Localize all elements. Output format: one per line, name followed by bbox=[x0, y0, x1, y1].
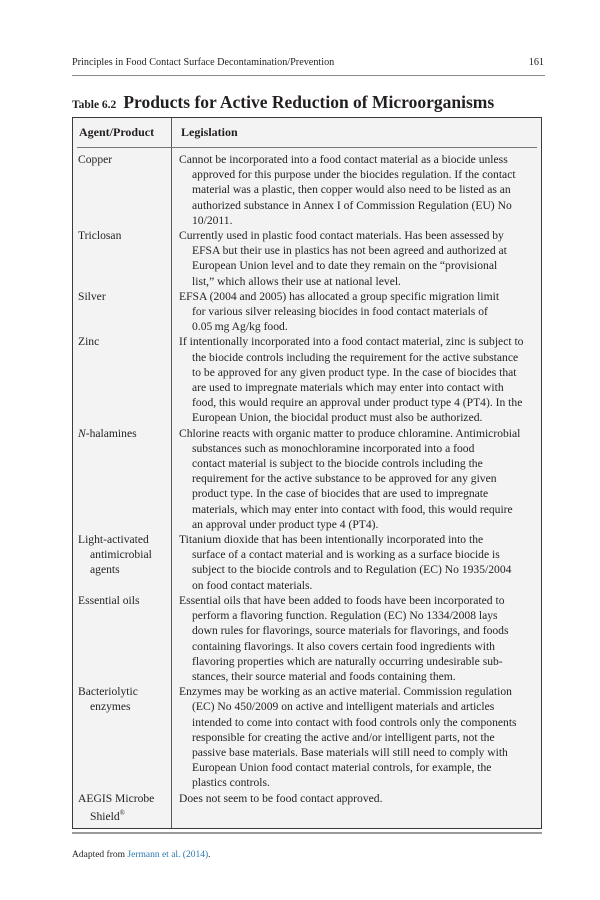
legislation-line: European Union, the biocidal product must also be authorized. bbox=[192, 411, 483, 425]
agent-cell bbox=[73, 152, 171, 228]
running-head bbox=[72, 57, 544, 68]
legislation-line: European Union food contact material controls, for example, the bbox=[192, 761, 492, 775]
legislation-line: containing flavorings. It also covers certain food ingredients with bbox=[192, 639, 495, 653]
legislation-line: Enzymes may be working as an active material. Commission regulation bbox=[179, 685, 512, 699]
table-title: Products for Active Reduction of Microorganisms bbox=[123, 92, 495, 112]
agent-name-text: Zinc bbox=[78, 335, 100, 349]
agent-name: -halamines bbox=[85, 426, 137, 440]
agent-name-text: Copper bbox=[78, 153, 113, 166]
legislation-line: (EC) No 450/2009 on active and intelligent materials and articles bbox=[192, 700, 495, 714]
legislation-line: down rules for flavorings, source materials for flavorings, and foods bbox=[192, 624, 509, 638]
legislation-line: are used to impregnate materials which may enter into contact with bbox=[192, 381, 504, 395]
legislation-line: Currently used in plastic food contact materials. Has been assessed by bbox=[179, 229, 504, 243]
legislation-cell bbox=[171, 593, 539, 684]
legislation-cell bbox=[171, 334, 539, 425]
table-row bbox=[73, 684, 541, 790]
header-rule bbox=[72, 75, 545, 76]
legislation-line: Titanium dioxide that has been intentionally incorporated into the bbox=[179, 533, 484, 547]
agent-italic-prefix: N bbox=[78, 426, 86, 440]
table-row bbox=[73, 152, 541, 228]
legislation-line: for various silver releasing biocides in food contact materials of bbox=[192, 305, 488, 319]
header-rule bbox=[77, 147, 537, 148]
legislation-line: approved for this purpose under the biocides regulation. If the contact bbox=[192, 168, 516, 182]
legislation-line: European Union level and to date they remain on the “provisional bbox=[192, 259, 498, 273]
table-label: Table 6.2 bbox=[72, 99, 117, 111]
table-caption bbox=[72, 92, 494, 113]
legislation-cell bbox=[171, 426, 539, 532]
legislation-line: responsible for creating the active and/or intelligent parts, not the bbox=[192, 730, 495, 744]
legislation-line: materials, which may enter into contact with food, this would require bbox=[192, 502, 513, 516]
legislation-line: Does not seem to be food contact approved. bbox=[179, 791, 383, 805]
legislation-line: EFSA but their use in plastics has not been agreed and authorized at bbox=[192, 244, 507, 258]
agent-name bbox=[78, 806, 171, 824]
legislation-line: substances such as monochloramine incorporated into a food bbox=[192, 441, 475, 455]
legislation-line: If intentionally incorporated into a food contact material, zinc is subject to bbox=[179, 335, 524, 349]
column-header-agent: Agent/Product bbox=[79, 125, 155, 139]
source-note bbox=[72, 850, 211, 860]
agent-name-text: agents bbox=[90, 563, 120, 577]
table-row bbox=[73, 334, 541, 425]
legislation-line: passive base materials. Base materials will still need to comply with bbox=[192, 745, 508, 759]
table-row bbox=[73, 426, 541, 532]
agent-cell bbox=[73, 532, 171, 593]
agent-name-text: enzymes bbox=[90, 700, 131, 714]
legislation-line: material was a plastic, then copper would also need to be listed as an bbox=[192, 183, 511, 197]
table-row bbox=[73, 791, 541, 824]
agent-name-text: Essential oils bbox=[78, 593, 140, 607]
legislation-line: food, this would require an approval under product type 4 (PT4). In the bbox=[192, 396, 523, 410]
agent-name bbox=[78, 547, 171, 562]
legislation-line: an approval under product type 4 (PT4). bbox=[192, 517, 379, 531]
legislation-line: authorized substance in Annex I of Commission Regulation (EU) No bbox=[192, 198, 512, 212]
source-prefix: Adapted from bbox=[72, 850, 128, 860]
agent-name bbox=[78, 699, 171, 714]
table bbox=[72, 117, 542, 829]
legislation-line: product type. In the case of biocides that are used to impregnate bbox=[192, 487, 489, 501]
citation-link[interactable]: Jermann et al. (2014) bbox=[127, 850, 209, 860]
legislation-line: 0.05 mg Ag/kg food. bbox=[192, 320, 288, 334]
agent-name bbox=[78, 684, 171, 699]
table-row bbox=[73, 593, 541, 684]
agent-cell bbox=[73, 791, 171, 824]
legislation-line: subject to the biocide controls and to Regulation (EC) No 1935/2004 bbox=[192, 563, 512, 577]
page-number: 161 bbox=[528, 57, 544, 68]
registered-mark: ® bbox=[119, 808, 125, 817]
agent-name bbox=[78, 532, 171, 547]
agent-cell bbox=[73, 289, 171, 335]
legislation-line: surface of a contact material and is working as a surface biocide is bbox=[192, 548, 500, 562]
agent-name-text: AEGIS Microbe bbox=[78, 791, 155, 805]
agent-cell bbox=[73, 426, 171, 532]
legislation-line: flavoring properties which are naturally occurring undesirable sub- bbox=[192, 654, 503, 668]
legislation-cell bbox=[171, 228, 539, 289]
table-row bbox=[73, 532, 541, 593]
legislation-line: the biocide controls including the requirement for the active substance bbox=[192, 350, 519, 364]
legislation-line: Chlorine reacts with organic matter to produce chloramine. Antimicrobial bbox=[179, 426, 521, 440]
legislation-cell bbox=[171, 684, 539, 790]
table-row bbox=[73, 228, 541, 289]
agent-name bbox=[78, 562, 171, 577]
legislation-line: stances, their source material and foods containing them. bbox=[192, 669, 456, 683]
legislation-line: to be approved for any given product type. In the case of biocides that bbox=[192, 365, 517, 379]
table-row bbox=[73, 289, 541, 335]
legislation-line: Essential oils that have been added to foods have been incorporated to bbox=[179, 593, 505, 607]
agent-name bbox=[78, 791, 171, 806]
agent-name-text: antimicrobial bbox=[90, 548, 152, 562]
legislation-line: list,” which allows their use at national level. bbox=[192, 274, 401, 288]
legislation-line: Cannot be incorporated into a food contact material as a biocide unless bbox=[179, 153, 508, 166]
legislation-line: on food contact materials. bbox=[192, 578, 313, 592]
table-body bbox=[73, 152, 541, 824]
agent-name-text: Shield bbox=[90, 809, 120, 823]
agent-name-text: Bacteriolytic bbox=[78, 685, 138, 699]
agent-name bbox=[78, 334, 171, 349]
legislation-cell bbox=[171, 791, 539, 824]
agent-name bbox=[78, 228, 171, 243]
legislation-line: EFSA (2004 and 2005) has allocated a group specific migration limit bbox=[179, 289, 500, 303]
agent-cell bbox=[73, 593, 171, 684]
legislation-line: contact material is subject to the biocide controls including the bbox=[192, 457, 483, 471]
agent-name bbox=[78, 289, 171, 304]
agent-name-text: Triclosan bbox=[78, 229, 122, 243]
legislation-line: plastics controls. bbox=[192, 776, 270, 790]
agent-cell bbox=[73, 684, 171, 790]
agent-name bbox=[78, 152, 171, 167]
agent-cell bbox=[73, 334, 171, 425]
legislation-cell bbox=[171, 289, 539, 335]
agent-name-text: Light-activated bbox=[78, 533, 149, 547]
legislation-cell bbox=[171, 152, 539, 228]
column-header-legislation: Legislation bbox=[181, 125, 238, 139]
legislation-line: perform a flavoring function. Regulation (EC) No 1334/2008 lays bbox=[192, 609, 498, 623]
agent-cell bbox=[73, 228, 171, 289]
source-suffix: . bbox=[208, 850, 211, 860]
legislation-line: intended to come into contact with food controls only the components bbox=[192, 715, 517, 729]
agent-name-text: Silver bbox=[78, 289, 106, 303]
legislation-cell bbox=[171, 532, 539, 593]
agent-name bbox=[78, 593, 171, 608]
legislation-line: 10/2011. bbox=[192, 213, 233, 227]
legislation-line: requirement for the active substance to be approved for any given bbox=[192, 472, 497, 486]
table-bottom-rule bbox=[72, 832, 542, 834]
running-head-title: Principles in Food Contact Surface Decontamination/Prevention bbox=[72, 57, 335, 68]
